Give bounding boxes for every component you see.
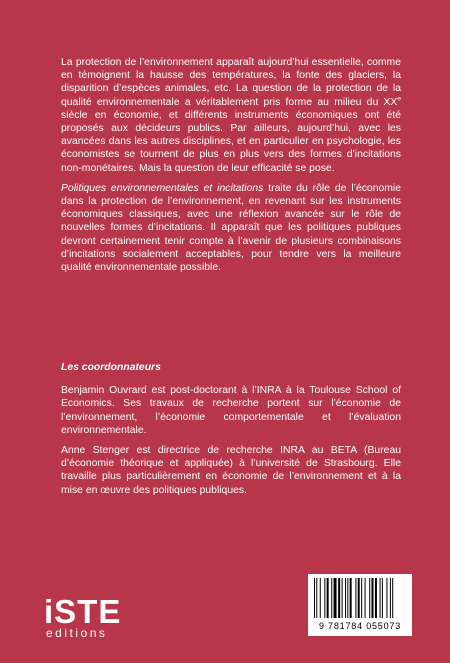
blurb-p2-rest: traite du rôle de l’économie dans la protection de l’environnement, en revenant sur les instruments économiques classiques, avec une réflexion avancée sur le rôle de nouvelles formes d’incitations. Il apparaît que les politiques publiques devront certainement tenir compte à l’avenir de plusieurs combinaisons d’incitations socialement acceptables, pour tendre vers la meilleure qualité environnementale possible. <box>61 182 401 274</box>
barcode-bar <box>314 578 315 618</box>
isbn-digits: 9 781784 055073 <box>318 621 402 631</box>
barcode-bar <box>392 578 393 618</box>
barcode-bar <box>380 578 381 618</box>
author-bio-ouvrard: Benjamin Ouvrard est post-doctorant à l’INRA à la Toulouse School of Economics. Ses travaux de recherche portent sur l’économie de l’environnement, l’économie comportementale et l’évaluation environnementale. <box>61 385 401 436</box>
barcode-bar <box>372 578 374 618</box>
century-superscript: e <box>397 95 401 103</box>
barcode-bar <box>316 578 317 618</box>
barcode-bar <box>365 578 366 618</box>
barcode-bar <box>358 578 360 618</box>
book-title-italic: Politiques environnementales et incitations <box>61 182 264 194</box>
logo-subtitle: editions <box>46 626 108 640</box>
barcode-bar <box>320 578 321 618</box>
blurb-paragraph-1 <box>61 56 401 175</box>
barcode-bar <box>338 578 340 618</box>
blurb-p1-part-b: siècle en économie, et différents instruments économiques ont été proposés aux décideurs publics. Par ailleurs, aujourd’hui, avec les avancées dans les autres disciplines, et en particulier en psychologie, les économistes se tournent de plus en plus vers des formes d’incitations non-monétaires. Mais la question de leur efficacité se pose. <box>61 109 401 174</box>
barcode-bars <box>312 578 408 620</box>
barcode-bar <box>350 578 352 618</box>
barcode-bar <box>324 578 325 618</box>
blurb-paragraph-2 <box>61 182 401 274</box>
barcode-bar <box>386 578 387 618</box>
barcode-bar <box>390 578 391 618</box>
blurb-p1-part-a: La protection de l’environnement apparaît aujourd’hui essentielle, comme en témoignent la hausse des températures, la fonte des glaciers, la disparition d’espèces animales, etc. La question de la protection de la qualité environnementale a véritablement pris forme au milieu du XX <box>61 57 401 108</box>
barcode-bar <box>369 578 370 618</box>
barcode-bar <box>355 578 356 618</box>
isbn-barcode <box>308 574 412 636</box>
book-blurb <box>61 56 401 281</box>
barcode-bar <box>334 578 337 618</box>
barcode-bar <box>382 578 383 618</box>
barcode-bar <box>331 578 332 618</box>
authors-heading: Les coordonnateurs <box>61 362 161 373</box>
logo-wordmark: iSTE <box>44 593 122 630</box>
barcode-bar <box>327 578 329 618</box>
author-bio-stenger: Anne Stenger est directrice de recherche INRA au BETA (Bureau d’économie théorique et appliquée) à l’université de Strasbourg. Elle travaille plus particulièrement en économie de l’environnement et à la mise en œuvre des politiques publiques. <box>61 445 401 496</box>
iste-editions-logo <box>44 593 154 640</box>
barcode-bar <box>347 578 348 618</box>
barcode-bar <box>375 578 377 618</box>
barcode-bar <box>345 578 346 618</box>
authors-section <box>61 361 401 504</box>
barcode-bar <box>342 578 343 618</box>
barcode-bar <box>361 578 362 618</box>
